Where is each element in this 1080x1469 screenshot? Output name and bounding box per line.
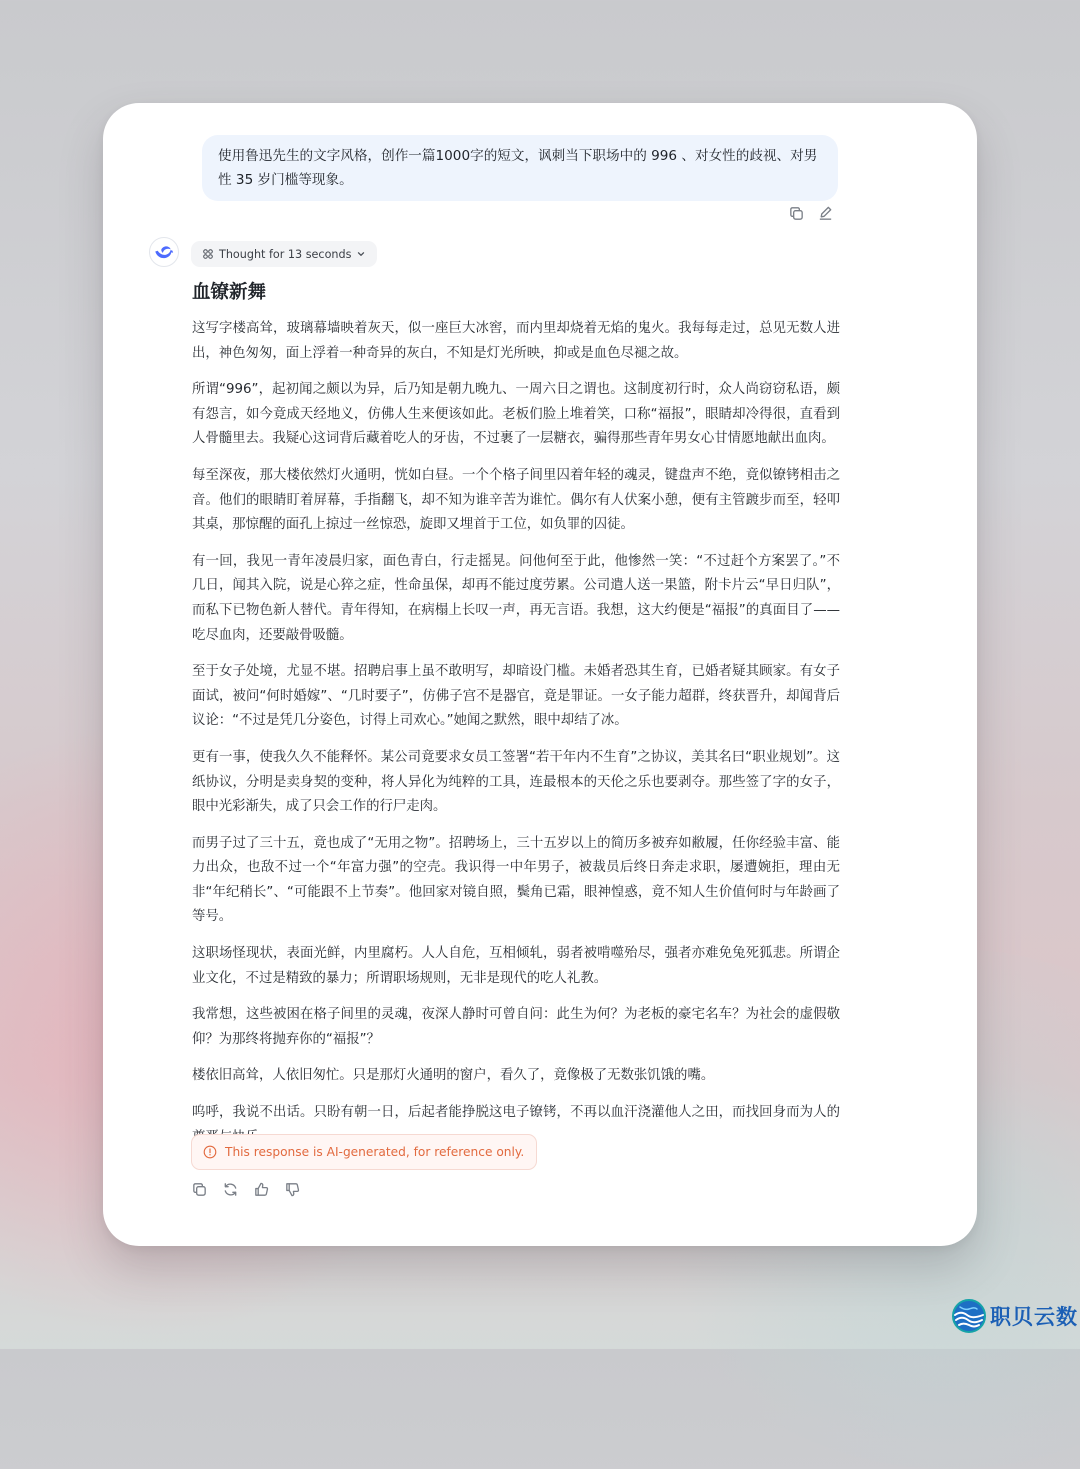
deepseek-whale-icon <box>149 237 179 267</box>
user-message-text: 使用鲁迅先生的文字风格，创作一篇1000字的短文，讽刺当下职场中的 996 、对女性的歧视、对男性 35 岁门槛等现象。 <box>218 148 818 188</box>
answer-paragraph: 这职场怪现状，表面光鲜，内里腐朽。人人自危，互相倾轧，弱者被啃噬殆尽，强者亦难免兔死狐悲。所谓企业文化，不过是精致的暴力；所谓职场规则，无非是现代的吃人礼教。 <box>192 946 840 986</box>
ai-disclaimer-badge <box>191 1134 537 1170</box>
answer-title: 血镣新舞 <box>192 282 267 303</box>
chat-card <box>103 103 977 1246</box>
thinking-icon <box>202 248 214 260</box>
regenerate-icon[interactable] <box>222 1181 239 1198</box>
answer-paragraph: 每至深夜，那大楼依然灯火通明，恍如白昼。一个个格子间里囚着年轻的魂灵，键盘声不绝，竟似镣铐相击之音。他们的眼睛盯着屏幕，手指翻飞，却不知为谁辛苦为谁忙。偶尔有人伏案小憩，便有主管踱步而至，轻叩其桌，那惊醒的面孔上掠过一丝惊恐，旋即又埋首于工位，如负罪的囚徒。 <box>192 467 840 533</box>
thought-label: Thought for 13 seconds <box>219 247 352 261</box>
thought-toggle-button[interactable] <box>191 241 377 267</box>
answer-paragraph: 楼依旧高耸，人依旧匆忙。只是那灯火通明的窗户，看久了，竟像极了无数张饥饿的嘴。 <box>192 1068 715 1084</box>
assistant-answer <box>192 279 840 1162</box>
answer-paragraph: 更有一事，使我久久不能释怀。某公司竟要求女员工签署“若干年内不生育”之协议，美其名曰“职业规划”。这纸协议，分明是卖身契的变种，将人异化为纯粹的工具，连最根本的天伦之乐也要剥夺。那些签了字的女子，眼中光彩渐失，成了只会工作的行尸走肉。 <box>192 749 840 815</box>
answer-paragraph: 这写字楼高耸，玻璃幕墙映着灰天，似一座巨大冰窖，而内里却烧着无焰的鬼火。我每每走过，总见无数人进出，神色匆匆，面上浮着一种奇异的灰白，不知是灯光所映，抑或是血色尽褪之故。 <box>192 321 840 361</box>
thumbs-down-icon[interactable] <box>284 1181 301 1198</box>
brand-watermark <box>951 1298 1078 1334</box>
answer-paragraph: 而男子过了三十五，竟也成了“无用之物”。招聘场上，三十五岁以上的简历多被弃如敝履，任你经验丰富、能力出众，也敌不过一个“年富力强”的空壳。我识得一中年男子，被裁员后终日奔走求职，屡遭婉拒，理由无非“年纪稍长”、“可能跟不上节奏”。他回家对镜自照，鬓角已霜，眼神惶惑，竟不知人生价值何时与年龄画了等号。 <box>192 835 840 925</box>
copy-icon[interactable] <box>191 1181 208 1198</box>
edit-icon[interactable] <box>817 205 834 222</box>
user-message-actions <box>788 205 834 222</box>
answer-paragraph: 我常想，这些被困在格子间里的灵魂，夜深人静时可曾自问：此生为何？为老板的豪宅名车？为社会的虚假敬仰？为那终将抛弃你的“福报”？ <box>192 1007 840 1047</box>
answer-paragraph: 所谓“996”，起初闻之颇以为异，后乃知是朝九晚九、一周六日之谓也。这制度初行时，众人尚窃窃私语，颇有怨言，如今竟成天经地义，仿佛人生来便该如此。老板们脸上堆着笑，口称“福报”，眼睛却冷得很，直看到人骨髓里去。我疑心这词背后藏着吃人的牙齿，不过裹了一层糖衣，骗得那些青年男女心甘情愿地献出血肉。 <box>192 382 840 447</box>
thumbs-up-icon[interactable] <box>253 1181 270 1198</box>
copy-icon[interactable] <box>788 205 805 222</box>
globe-wave-logo-icon <box>951 1298 987 1334</box>
answer-actions <box>191 1181 301 1198</box>
disclaimer-text: This response is AI-generated, for reference only. <box>225 1145 525 1159</box>
chevron-down-icon <box>356 249 366 259</box>
answer-paragraph: 至于女子处境，尤显不堪。招聘启事上虽不敢明写，却暗设门槛。未婚者恐其生育，已婚者疑其顾家。有女子面试，被问“何时婚嫁”、“几时要子”，仿佛子宫不是器官，竟是罪证。一女子能力超群，终获晋升，却闻背后议论：“不过是凭几分姿色，讨得上司欢心。”她闻之默然，眼中却结了冰。 <box>192 664 840 729</box>
brand-name: 职贝云数 <box>990 1305 1078 1329</box>
user-message-bubble <box>202 135 838 201</box>
info-icon <box>203 1145 217 1159</box>
answer-paragraph: 有一回，我见一青年凌晨归家，面色青白，行走摇晃。问他何至于此，他惨然一笑：“不过赶个方案罢了。”不几日，闻其入院，说是心猝之症，性命虽保，却再不能过度劳累。公司遣人送一果篮，附卡片云“早日归队”，而私下已物色新人替代。青年得知，在病榻上长叹一声，再无言语。我想，这大约便是“福报”的真面目了——吃尽血肉，还要敲骨吸髓。 <box>192 553 840 643</box>
answer-paragraph: 呜呼，我说不出话。只盼有朝一日，后起者能挣脱这电子镣铐，不再以血汗浇灌他人之田，而找回身而为人的 <box>192 1105 840 1121</box>
